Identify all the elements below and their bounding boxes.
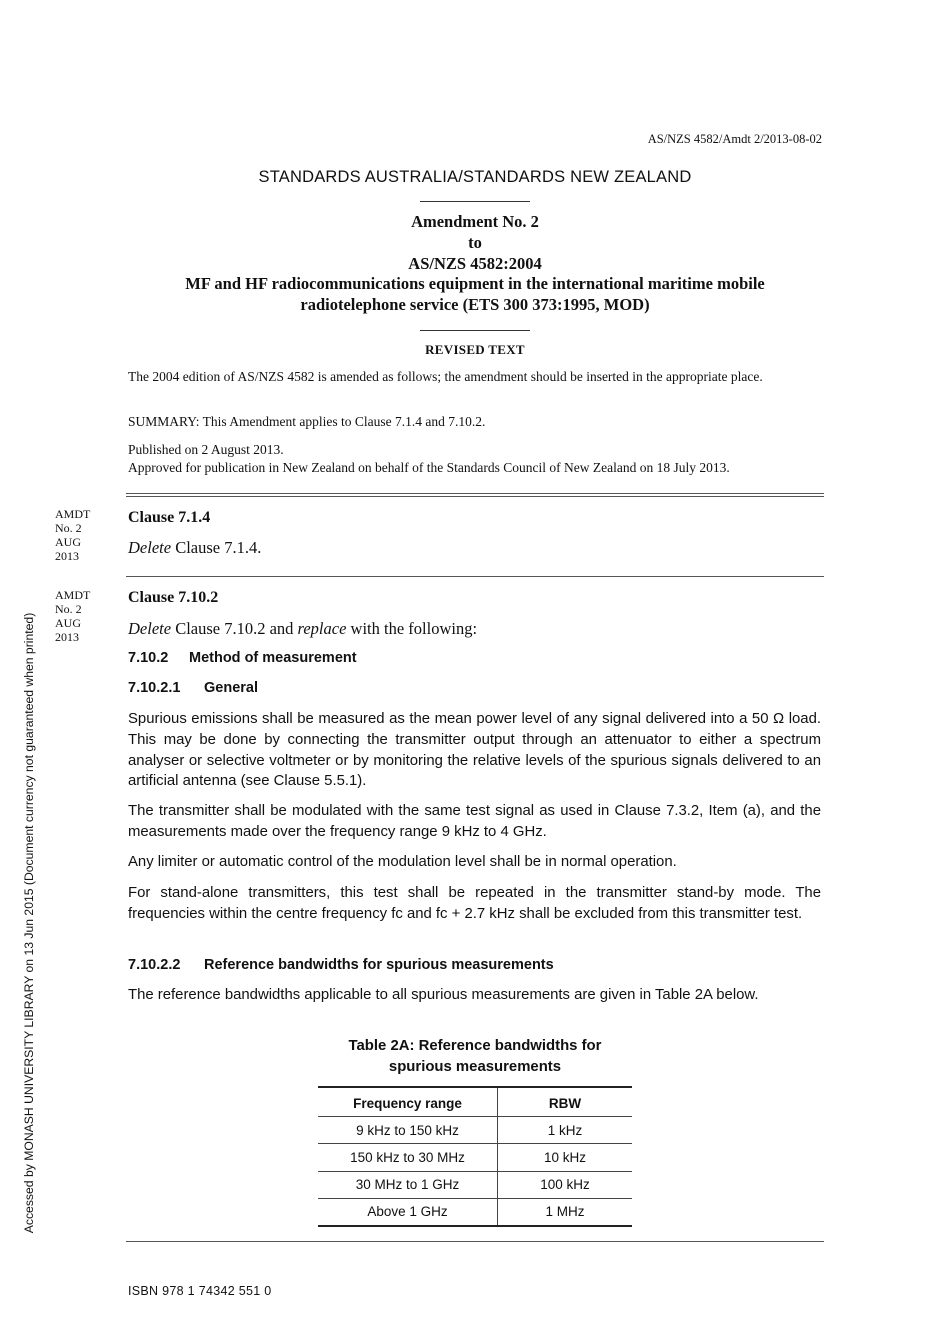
section-title: General bbox=[204, 680, 258, 696]
delete-instruction: Delete bbox=[128, 619, 172, 638]
organization-heading: STANDARDS AUSTRALIA/STANDARDS NEW ZEALAND bbox=[258, 168, 692, 186]
section-number: 7.10.2 bbox=[128, 650, 169, 666]
amdt-label: AMDT bbox=[55, 507, 91, 521]
amdt-number: No. 2 bbox=[55, 602, 82, 616]
title-divider-bottom bbox=[420, 330, 530, 331]
frequency-range-cell: 150 kHz to 30 MHz bbox=[318, 1144, 498, 1171]
section-number: 7.10.2.1 bbox=[128, 680, 181, 696]
amdt-label: AMDT bbox=[55, 588, 91, 602]
instruction-middle-text: Clause 7.10.2 and bbox=[171, 619, 298, 638]
table-caption-line-1: Table 2A: Reference bandwidths for bbox=[348, 1038, 602, 1054]
frequency-range-cell: Above 1 GHz bbox=[318, 1198, 498, 1226]
amendment-title-block bbox=[128, 212, 822, 316]
section-title: Reference bandwidths for spurious measurements bbox=[204, 957, 554, 973]
standard-subject-line-2: radiotelephone service (ETS 300 373:1995, MOD) bbox=[300, 295, 650, 315]
delete-instruction: Delete bbox=[128, 538, 172, 557]
frequency-range-cell: 30 MHz to 1 GHz bbox=[318, 1171, 498, 1198]
standard-subject-line-1: MF and HF radiocommunications equipment in the international maritime mobile bbox=[185, 274, 765, 294]
column-header-rbw: RBW bbox=[498, 1087, 633, 1117]
spurious-emissions-paragraph: Spurious emissions shall be measured as the mean power level of any signal delivered into a 50 Ω load. This may be done by connecting the transmitter output through an attenuator to either a spectrum analyser or selective voltmeter or by monitoring the relative levels of the spurious signals delivered to an artificial antenna (see Clause 5.5.1). bbox=[128, 711, 821, 790]
clause-7-10-2-instruction bbox=[128, 619, 477, 639]
amdt-year: 2013 bbox=[55, 549, 79, 563]
section-divider-double bbox=[126, 493, 824, 497]
instruction-end-text: with the following: bbox=[346, 619, 478, 638]
section-7-10-2-1-heading bbox=[128, 680, 258, 696]
clause-7-1-4-instruction-text: Clause 7.1.4. bbox=[171, 538, 262, 557]
rbw-cell: 1 MHz bbox=[498, 1198, 633, 1226]
publication-info bbox=[128, 441, 822, 477]
column-header-frequency-range: Frequency range bbox=[318, 1087, 498, 1117]
frequency-range-cell: 9 kHz to 150 kHz bbox=[318, 1117, 498, 1144]
page-bottom-divider bbox=[126, 1241, 824, 1242]
section-divider bbox=[126, 576, 824, 577]
clause-7-10-2-title: Clause 7.10.2 bbox=[128, 589, 219, 606]
section-title: Method of measurement bbox=[189, 650, 357, 666]
table-header-row bbox=[318, 1087, 632, 1117]
amdt-month: AUG bbox=[55, 616, 81, 630]
published-date: Published on 2 August 2013. bbox=[128, 442, 284, 457]
amdt-year: 2013 bbox=[55, 630, 79, 644]
modulation-paragraph: The transmitter shall be modulated with the same test signal as used in Clause 7.3.2, Item (a), and the measurements made over the frequency range 9 kHz to 4 GHz. bbox=[128, 803, 821, 840]
table-row bbox=[318, 1144, 632, 1171]
table-caption-line-2: spurious measurements bbox=[388, 1058, 562, 1075]
amendment-to: to bbox=[468, 232, 482, 252]
library-access-watermark: Accessed by MONASH UNIVERSITY LIBRARY on 13 Jun 2015 (Document currency not guaranteed when printed) bbox=[22, 612, 36, 1234]
amdt-month: AUG bbox=[55, 535, 81, 549]
table-row bbox=[318, 1198, 632, 1226]
reference-bandwidths-paragraph: The reference bandwidths applicable to all spurious measurements are given in Table 2A below. bbox=[128, 987, 759, 1003]
table-row bbox=[318, 1117, 632, 1144]
standard-number: AS/NZS 4582:2004 bbox=[408, 253, 542, 273]
stand-alone-paragraph: For stand-alone transmitters, this test shall be repeated in the transmitter stand-by mode. The frequencies within the centre frequency fc and fc + 2.7 kHz shall be excluded from this transmitter test. bbox=[128, 885, 821, 922]
summary-paragraph: SUMMARY: This Amendment applies to Clause 7.1.4 and 7.10.2. bbox=[128, 414, 486, 429]
clause-7-1-4-instruction bbox=[128, 538, 261, 558]
section-number: 7.10.2.2 bbox=[128, 957, 181, 973]
amendment-margin-marker bbox=[55, 588, 115, 644]
limiter-paragraph: Any limiter or automatic control of the modulation level shall be in normal operation. bbox=[128, 854, 677, 870]
rbw-cell: 10 kHz bbox=[498, 1144, 633, 1171]
document-reference: AS/NZS 4582/Amdt 2/2013-08-02 bbox=[647, 132, 822, 146]
rbw-cell: 100 kHz bbox=[498, 1171, 633, 1198]
revised-text-label: REVISED TEXT bbox=[425, 342, 525, 357]
table-caption bbox=[318, 1036, 632, 1078]
section-7-10-2-2-heading bbox=[128, 957, 554, 973]
amendment-number: Amendment No. 2 bbox=[411, 212, 539, 231]
title-divider-top bbox=[420, 201, 530, 202]
isbn: ISBN 978 1 74342 551 0 bbox=[128, 1284, 272, 1298]
approval-statement: Approved for publication in New Zealand on behalf of the Standards Council of New Zealand on 18 July 2013. bbox=[128, 460, 730, 475]
intro-paragraph: The 2004 edition of AS/NZS 4582 is amended as follows; the amendment should be inserted in the appropriate place. bbox=[128, 369, 763, 384]
replace-instruction: replace bbox=[297, 619, 347, 638]
amdt-number: No. 2 bbox=[55, 521, 82, 535]
clause-7-1-4-title: Clause 7.1.4 bbox=[128, 509, 211, 526]
reference-bandwidth-table bbox=[318, 1086, 632, 1227]
table-row bbox=[318, 1171, 632, 1198]
section-7-10-2-heading bbox=[128, 650, 357, 666]
rbw-cell: 1 kHz bbox=[498, 1117, 633, 1144]
amendment-margin-marker bbox=[55, 507, 115, 563]
